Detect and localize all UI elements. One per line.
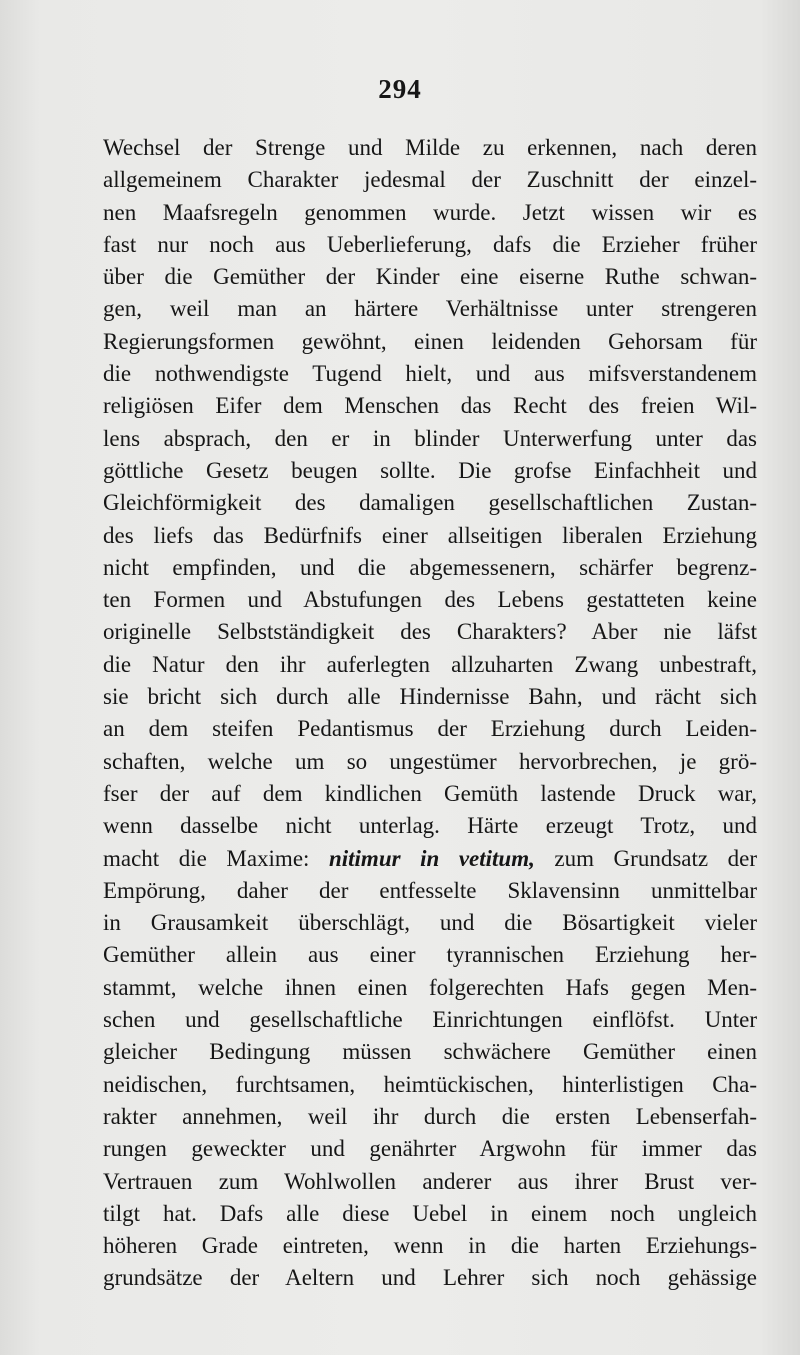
text-line: allgemeinem Charakter jedesmal der Zuschnitt der einzel- bbox=[103, 167, 757, 193]
text-line: rakter annehmen, weil ihr durch die ersten Lebenserfah- bbox=[103, 1103, 757, 1129]
page-number: 294 bbox=[378, 74, 422, 104]
text-line: originelle Selbstständigkeit des Charakters? Aber nie läfst bbox=[103, 619, 757, 645]
text-line: göttliche Gesetz beugen sollte. Die grofse Einfachheit und bbox=[103, 457, 757, 483]
text-line: des liefs das Bedürfnifs einer allseitigen liberalen Erziehung bbox=[103, 522, 757, 548]
text-line: Gleichförmigkeit des damaligen gesellschaftlichen Zustan- bbox=[103, 490, 757, 516]
text-line: sie bricht sich durch alle Hindernisse Bahn, und rächt sich bbox=[103, 684, 757, 710]
text-line: neidischen, furchtsamen, heimtückischen, hinterlistigen Cha- bbox=[103, 1071, 757, 1097]
text-line: die Natur den ihr auferlegten allzuharten Zwang unbestraft, bbox=[103, 651, 757, 677]
text-line: schen und gesellschaftliche Einrichtungen einflöfst. Unter bbox=[103, 1007, 757, 1033]
text-line: die nothwendigste Tugend hielt, und aus mifsverstandenem bbox=[103, 361, 757, 387]
text-line: nicht empfinden, und die abgemessenern, schärfer begrenz- bbox=[103, 554, 757, 580]
text-line: in Grausamkeit überschlägt, und die Bösartigkeit vieler bbox=[103, 910, 757, 936]
text-line: höheren Grade eintreten, wenn in die harten Erziehungs- bbox=[103, 1233, 757, 1259]
text-line: Empörung, daher der entfesselte Sklavensinn unmittelbar bbox=[103, 877, 757, 903]
text-line: über die Gemüther der Kinder eine eiserne Ruthe schwan- bbox=[103, 264, 757, 290]
text-line: Vertrauen zum Wohlwollen anderer aus ihrer Brust ver- bbox=[103, 1168, 757, 1194]
text-line: lens absprach, den er in blinder Unterwerfung unter das bbox=[103, 425, 757, 451]
text-line: grundsätze der Aeltern und Lehrer sich noch gehässige bbox=[103, 1265, 757, 1291]
text-line: rungen geweckter und genährter Argwohn für immer das bbox=[103, 1136, 757, 1162]
text-line: wenn dasselbe nicht unterlag. Härte erzeugt Trotz, und bbox=[103, 813, 757, 839]
text-line: tilgt hat. Dafs alle diese Uebel in einem noch ungleich bbox=[103, 1200, 757, 1226]
text-line: gen, weil man an härtere Verhältnisse unter strengeren bbox=[103, 296, 757, 322]
text-line: fser der auf dem kindlichen Gemüth lastende Druck war, bbox=[103, 780, 757, 806]
text-line: an dem steifen Pedantismus der Erziehung durch Leiden- bbox=[103, 716, 757, 742]
text-line: Wechsel der Strenge und Milde zu erkennen, nach deren bbox=[103, 135, 757, 160]
body-text bbox=[103, 132, 757, 1295]
text-line: ten Formen und Abstufungen des Lebens gestatteten keine bbox=[103, 587, 757, 613]
text-line: gleicher Bedingung müssen schwächere Gemüther einen bbox=[103, 1039, 757, 1065]
maxime-before: macht die Maxime: bbox=[103, 845, 329, 871]
text-line: nen Maafsregeln genommen wurde. Jetzt wissen wir es bbox=[103, 199, 757, 225]
latin-quote: nitimur in vetitum, bbox=[328, 845, 535, 871]
text-line: Gemüther allein aus einer tyrannischen Erziehung her- bbox=[103, 942, 757, 968]
text-line: Regierungsformen gewöhnt, einen leidenden Gehorsam für bbox=[103, 328, 757, 354]
text-line: schaften, welche um so ungestümer hervorbrechen, je grö- bbox=[103, 748, 757, 774]
text-line: religiösen Eifer dem Menschen das Recht des freien Wil- bbox=[103, 393, 757, 419]
maxime-after: zum Grundsatz der bbox=[534, 845, 757, 871]
text-line-maxime bbox=[103, 843, 757, 875]
text-line: stammt, welche ihnen einen folgerechten Hafs gegen Men- bbox=[103, 974, 757, 1000]
text-line: fast nur noch aus Ueberlieferung, dafs die Erzieher früher bbox=[103, 231, 757, 257]
